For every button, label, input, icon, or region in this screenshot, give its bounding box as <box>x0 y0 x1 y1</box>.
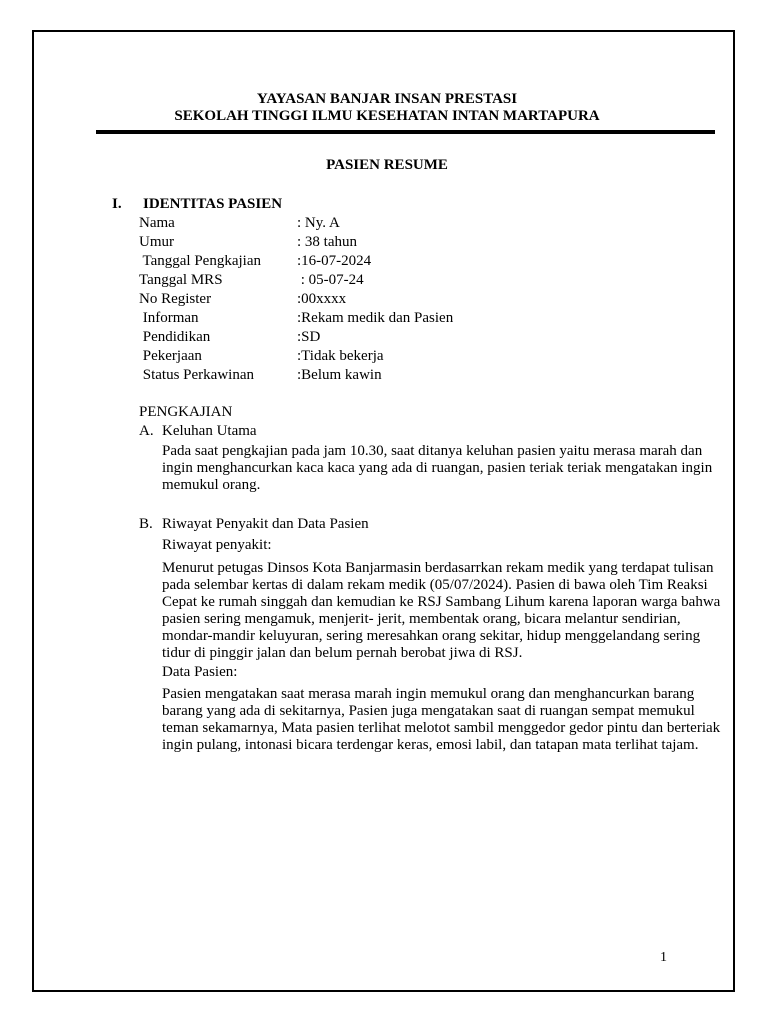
field-label-pendidikan: Pendidikan <box>139 329 211 345</box>
keluhan-utama-heading: Keluhan Utama <box>162 423 257 439</box>
item-a-letter: A. <box>139 423 154 439</box>
pengkajian-heading: PENGKAJIAN <box>139 404 233 420</box>
field-label-informan: Informan <box>139 310 199 326</box>
data-pasien-label: Data Pasien: <box>162 664 238 680</box>
field-value-tanggal-mrs: : 05-07-24 <box>297 272 364 288</box>
field-value-umur: : 38 tahun <box>297 234 357 250</box>
section-number: I. <box>112 196 122 212</box>
field-value-pendidikan: :SD <box>297 329 321 345</box>
field-value-pekerjaan: :Tidak bekerja <box>297 348 384 364</box>
item-b-letter: B. <box>139 516 153 532</box>
field-label-pekerjaan: Pekerjaan <box>139 348 202 364</box>
riwayat-penyakit-label: Riwayat penyakit: <box>162 537 272 553</box>
header-rule <box>96 130 715 134</box>
field-label-nama: Nama <box>139 215 175 231</box>
data-pasien-text: Pasien mengatakan saat merasa marah ingin memukul orang dan menghancurkan barang barang yang ada di sekitarnya, Pasien juga mengatakan saat di ruangan sempat memukul teman sekamarnya, Mata pasien terlihat melotot sambil menggedor gedor pintu dan berteriak ingin pulang, intonasi bicara terdengar keras, emosi labil, dan tatapan mata terlihat tajam. <box>162 686 721 753</box>
school-name: SEKOLAH TINGGI ILMU KESEHATAN INTAN MARTAPURA <box>174 108 600 124</box>
field-label-tanggal-pengkajian: Tanggal Pengkajian <box>139 253 261 269</box>
field-value-status-perkawinan: :Belum kawin <box>297 367 382 383</box>
section-title: IDENTITAS PASIEN <box>143 196 283 212</box>
field-value-tanggal-pengkajian: :16-07-2024 <box>297 253 372 269</box>
institution-name: YAYASAN BANJAR INSAN PRESTASI <box>256 91 518 107</box>
keluhan-utama-text: Pada saat pengkajian pada jam 10.30, saat ditanya keluhan pasien yaitu merasa marah dan ingin menghancurkan kaca kaca yang ada di ruangan, pasien teriak teriak mengatakan ingin memukul orang. <box>162 443 713 493</box>
field-value-informan: :Rekam medik dan Pasien <box>297 310 454 326</box>
page-number: 1 <box>660 950 667 965</box>
field-value-no-register: :00xxxx <box>297 291 347 307</box>
field-label-tanggal-mrs: Tanggal MRS <box>139 272 223 288</box>
field-label-umur: Umur <box>139 234 174 250</box>
field-label-status-perkawinan: Status Perkawinan <box>139 367 254 383</box>
document-title: PASIEN RESUME <box>326 157 448 173</box>
riwayat-heading: Riwayat Penyakit dan Data Pasien <box>162 516 369 532</box>
riwayat-penyakit-text: Menurut petugas Dinsos Kota Banjarmasin berdasarrkan rekam medik yang terdapat tulisan pada selembar kertas di dalam rekam medik (05/07/2024). Pasien di bawa oleh Tim Reaksi Cepat ke rumah singgah dan kemudian ke RSJ Sambang Lihum karena laporan warga bahwa pasien sering mengamuk, menjerit- jerit, membentak orang, bicara melantur sendirian, mondar-mandir keluyuran, sering meresahkan orang sekitar, hidup menggelandang sering tidur di pinggir jalan dan belum pernah berobat jiwa di RSJ. <box>162 560 721 661</box>
field-label-no-register: No Register <box>139 291 212 307</box>
field-value-nama: : Ny. A <box>297 215 340 231</box>
page-border <box>32 30 735 992</box>
